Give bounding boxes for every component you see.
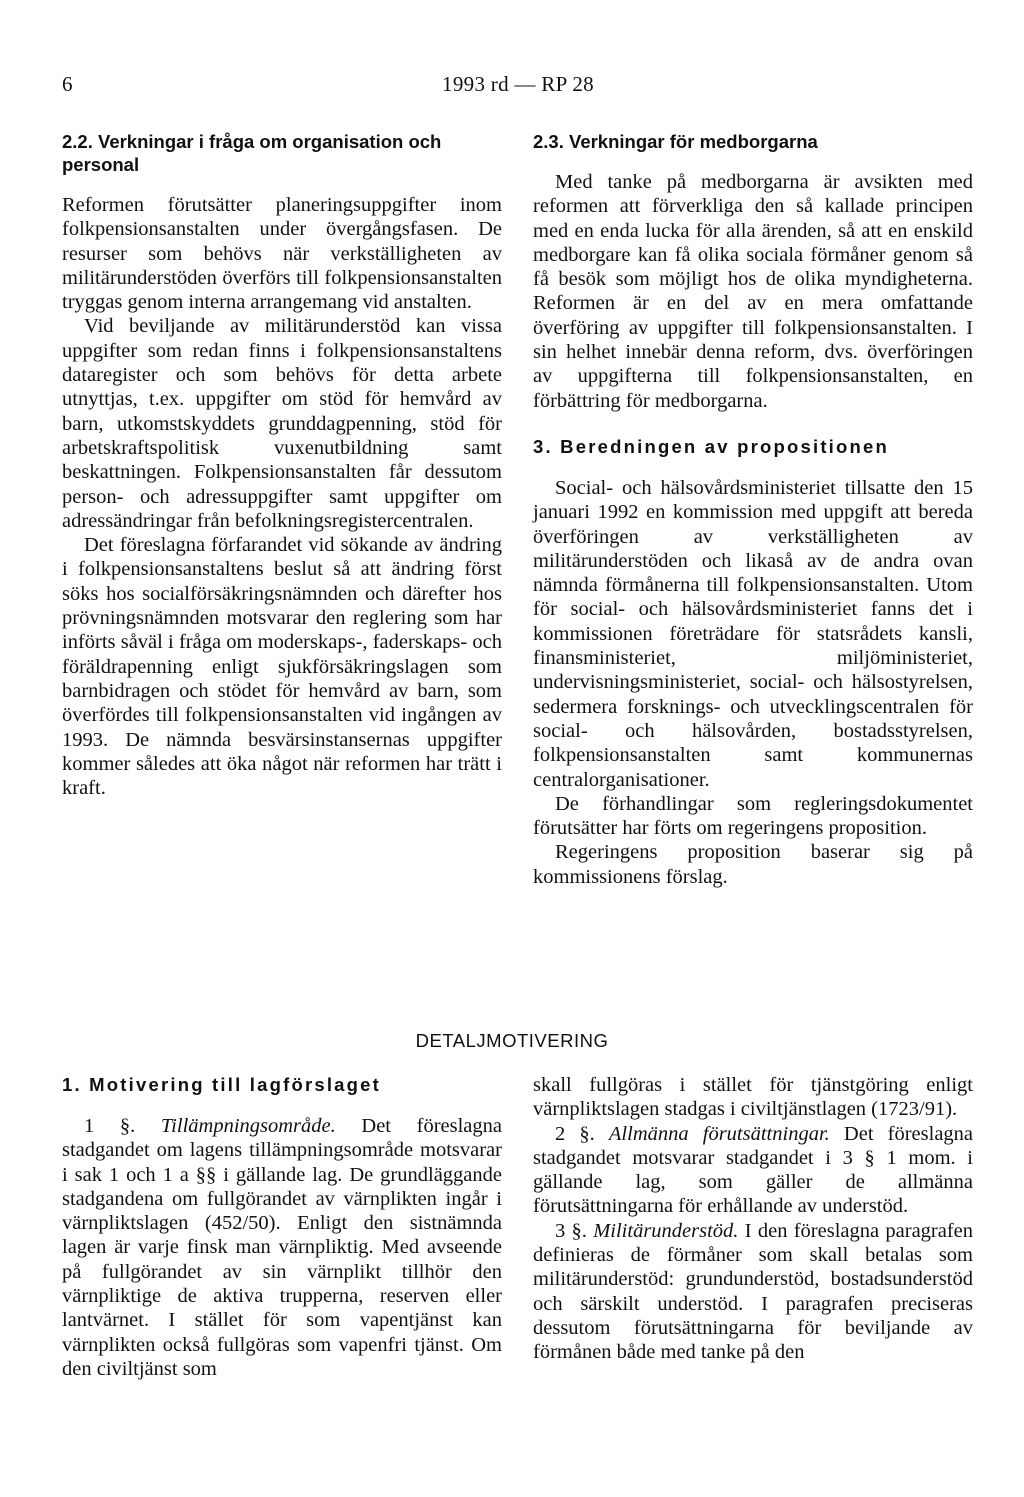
paragraph-italic-title: Allmänna förutsättningar. xyxy=(608,1122,830,1145)
paragraph: skall fullgöras i stället för tjänstgöring enligt värnpliktslagen stadgas i civiltjänstlagen (1723/91). xyxy=(533,1074,973,1121)
paragraph-text: Det föreslagna stadgandet motsvarar stadgandet i 3 § 1 mom. i gällande lag, som gäller de allmänna förutsättningarna för erhållande av understöd. xyxy=(533,1122,974,1218)
paragraph-text: Det föreslagna stadgandet om lagens tillämpningsområde motsvarar i sak 1 och 1 a §§ i gällande lag. De grundläggande stadgandena om fullgörandet av värnplikten ingår i värnpliktslagen (452/50). Enligt den sistnämnda lagen är varje finsk man värnpliktig. Med avseende på fullgörandet av sin värnplikt tillhör den värnpliktige de aktiva trupperna, reserven eller lantvärnet. I stället för som vapentjänst kan värnplikten också fullgöras som vapenfri tjänst. Om den civiltjänst som xyxy=(62,1115,502,1380)
paragraph-text: I den föreslagna paragrafen definieras de förmåner som skall betalas som militärunderstöd: grundunderstöd, bostadsunderstöd och särskilt understöd. I paragrafen preciseras dessutom förutsättningarna för beviljande av förmånen både med tanke på den xyxy=(533,1219,974,1364)
section-heading-2-3: 2.3. Verkningar för medborgarna xyxy=(533,131,818,152)
right-column-top xyxy=(533,130,973,889)
section-heading-2-2: 2.2. Verkningar i fråga om organisation och personal xyxy=(62,131,442,175)
paragraph-lead: 1 §. xyxy=(84,1115,136,1137)
detail-motivation-title: DETALJMOTIVERING xyxy=(415,1030,609,1051)
paragraph: De förhandlingar som regleringsdokumentet förutsätter har förts om regeringens proposition. xyxy=(533,792,973,840)
paragraph-section-1 xyxy=(62,1114,502,1381)
left-column-top xyxy=(62,130,502,800)
running-title: 1993 rd — RP 28 xyxy=(442,72,594,96)
paragraph: Reformen förutsätter planeringsuppgifter inom folkpensionsanstalten under övergångsfasen. De resurser som behövs när verkställigheten av militärunderstöden överförs till folkpensionsanstalten tryggas genom interna arrangemang vid anstalten. xyxy=(62,194,502,314)
paragraph: Vid beviljande av militärunderstöd kan vissa uppgifter som redan finns i folkpensionsanstaltens dataregister och som behövs för detta arbete utnyttjas, t.ex. uppgifter om stöd för hemvård av barn, utkomstskyddets grunddagpenning, stöd för arbetskraftspolitisk vuxenutbildning samt beskattningen. Folkpensionsanstalten får dessutom person- och adressuppgifter samt uppgifter om adressändringar från befolkningsregistercentralen. xyxy=(62,315,502,532)
paragraph: Med tanke på medborgarna är avsikten med reformen att förverkliga den så kallade principen med en enda lucka för alla ärenden, så att en enskild medborgare kan få olika sociala förmåner genom så få besök som möjligt hos de olika myndigheterna. Reformen är en del av en mera omfattande överföring av uppgifter till folkpensionsanstalten. I sin helhet innebär denna reform, dvs. överföringen av uppgifterna till folkpensionsanstalten, en förbättring för medborgarna. xyxy=(533,171,973,412)
right-column-bottom xyxy=(533,1073,973,1365)
page-header xyxy=(62,72,974,100)
left-column-bottom xyxy=(62,1073,502,1381)
page-number: 6 xyxy=(62,72,73,96)
paragraph-italic-title: Tillämpningsområde. xyxy=(160,1115,336,1137)
section-heading-1: 1. Motivering till lagförslaget xyxy=(62,1074,382,1095)
paragraph-lead: 3 §. xyxy=(555,1219,587,1242)
paragraph: Social- och hälsovårdsministeriet tillsatte den 15 januari 1992 en kommission med uppgift att bereda överföringen av verkställigheten av militärunderstöden och likaså av de andra ovan nämnda förmånerna till folkpensionsanstalten. Utom för social- och hälsovårdsministeriet fanns det i kommissionen företrädare för statsrådets kansli, finansministeriet, miljöministeriet, undervisningsministeriet, social- och hälsostyrelsen, sedermera forsknings- och utvecklingscentralen för social- och hälsovården, bostadsstyrelsen, folkpensionsanstalten samt kommunernas centralorganisationer. xyxy=(533,476,973,791)
paragraph: Regeringens proposition baserar sig på kommissionens förslag. xyxy=(533,841,973,888)
paragraph: Det föreslagna förfarandet vid sökande av ändring i folkpensionsanstaltens beslut så att ändring först söks hos socialförsäkringsnämnden och därefter hos prövningsnämnden motsvarar den reglering som har införts såväl i fråga om moderskaps-, faderskaps- och föräldrapenning enligt sjukförsäkringslagen som barnbidragen och stödet för hemvård av barn, som överfördes till folkpensionsanstalten vid ingången av 1993. De nämnda besvärsinstansernas uppgifter kommer således att öka något när reformen har trätt i kraft. xyxy=(62,534,502,800)
section-heading-3: 3. Beredningen av propositionen xyxy=(533,435,890,457)
paragraph-section-3 xyxy=(533,1219,973,1365)
paragraph-section-2 xyxy=(533,1122,973,1219)
paragraph-italic-title: Militärunderstöd. xyxy=(593,1219,739,1242)
paragraph-lead: 2 §. xyxy=(555,1122,595,1145)
